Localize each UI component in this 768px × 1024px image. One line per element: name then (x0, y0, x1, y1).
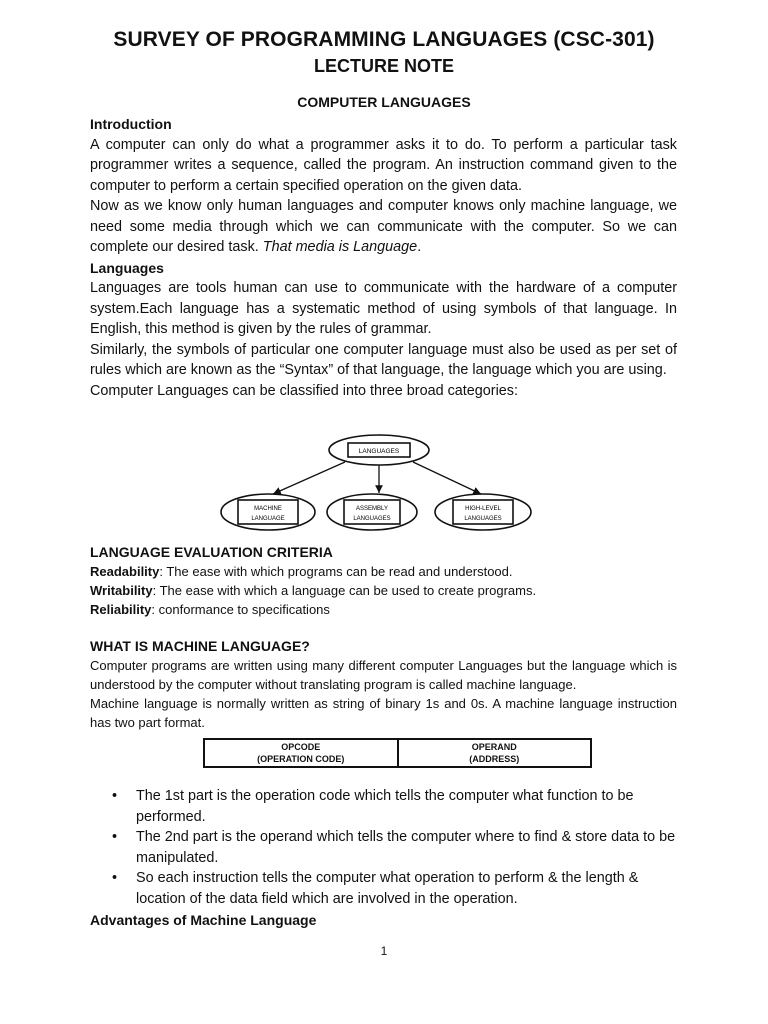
list-item (90, 827, 677, 868)
criteria-term: Readability (90, 564, 160, 579)
criteria-desc: : The ease with which programs can be read and understood. (159, 564, 513, 579)
intro-heading: Introduction (90, 116, 172, 132)
opcode-cell (204, 739, 398, 767)
opcode-label: OPCODE (281, 742, 321, 752)
bullet-text: So each instruction tells the computer what operation to perform & the length & location of the data field which are involved in the operation. (136, 870, 639, 907)
operand-label: OPERAND (471, 742, 517, 752)
bullet-text: The 1st part is the operation code which tells the computer what function to be performed. (136, 788, 634, 825)
bullet-text: The 2nd part is the operand which tells the computer where to find & store data to be manipulated. (136, 829, 676, 866)
criteria-desc: : conformance to specifications (151, 602, 330, 617)
assembly-label-2: LANGUAGES (353, 516, 391, 522)
machine-paragraph-1: Computer programs are written using many different computer Languages but the language which is understood by the computer without translating program is called machine language. (90, 658, 677, 692)
intro-paragraph-1: A computer can only do what a programmer asks it to do. To perform a particular task programmer writes a sequence, called the program. An instruction command given to the computer to perform a certain specified operation on the given data. (90, 136, 677, 194)
criteria-desc: : The ease with which a language can be used to create programs. (152, 583, 537, 598)
languages-paragraph-2: Similarly, the symbols of particular one computer language must also be used as per set of rules which are known as the “Syntax” of that language, the language which you are using. (90, 341, 677, 378)
intro-emphasis: That media is Language (262, 239, 418, 255)
high-level-label-2: LANGUAGES (464, 516, 502, 522)
criteria-item (90, 581, 677, 600)
bullet-icon: • (112, 788, 118, 804)
intro-paragraph-2 (90, 196, 677, 258)
machine-label-2: LANGUAGE (251, 516, 285, 522)
machine-label-1: MACHINE (254, 506, 282, 512)
section-title: COMPUTER LANGUAGES (297, 94, 471, 110)
languages-heading: Languages (90, 259, 164, 276)
table-row (204, 739, 591, 767)
intro-section (90, 114, 677, 401)
machine-heading: WHAT IS MACHINE LANGUAGE? (90, 638, 310, 654)
criteria-term: Writability (90, 583, 153, 598)
criteria-section (90, 543, 677, 619)
criteria-term: Reliability (90, 602, 152, 617)
arrow-to-machine (273, 462, 345, 494)
operand-sublabel: (ADDRESS) (469, 754, 520, 764)
opcode-sublabel: (OPERATION CODE) (257, 754, 345, 764)
instruction-bullets (90, 786, 677, 909)
language-categories-diagram (215, 432, 535, 532)
machine-paragraph-2: Machine language is normally written as string of binary 1s and 0s. A machine language instruction has two part format. (90, 696, 677, 730)
arrow-to-high-level (413, 462, 481, 494)
languages-paragraph-1: Languages are tools human can use to communicate with the hardware of a computer system.Each language has a systematic method of using symbols of that language. In English, this method is given by the rules of grammar. (90, 280, 677, 337)
criteria-item (90, 600, 677, 619)
criteria-item (90, 562, 677, 581)
bullet-icon: • (112, 870, 118, 886)
list-item (90, 786, 677, 827)
machine-language-section (90, 637, 677, 732)
document-subtitle: LECTURE NOTE (313, 56, 454, 76)
page-number: 1 (380, 944, 388, 958)
criteria-heading: LANGUAGE EVALUATION CRITERIA (90, 544, 333, 560)
high-level-label-1: HIGH-LEVEL (465, 506, 501, 512)
bullet-icon: • (112, 829, 118, 845)
list-item (90, 868, 677, 909)
advantages-heading: Advantages of Machine Language (90, 912, 317, 928)
assembly-label-1: ASSEMBLY (356, 506, 388, 512)
languages-paragraph-3: Computer Languages can be classified into three broad categories: (90, 382, 518, 399)
root-label: LANGUAGES (358, 448, 400, 455)
instruction-format-table (203, 738, 592, 768)
intro-paragraph-2-text: Now as we know only human languages and computer knows only machine language, we need some media through which we can communicate with the computer. So we can complete our desired task. (90, 198, 677, 255)
document-title: SURVEY OF PROGRAMMING LANGUAGES (CSC-301) (113, 28, 655, 51)
operand-cell (398, 739, 592, 767)
intro-paragraph-2-end: . (417, 239, 422, 255)
